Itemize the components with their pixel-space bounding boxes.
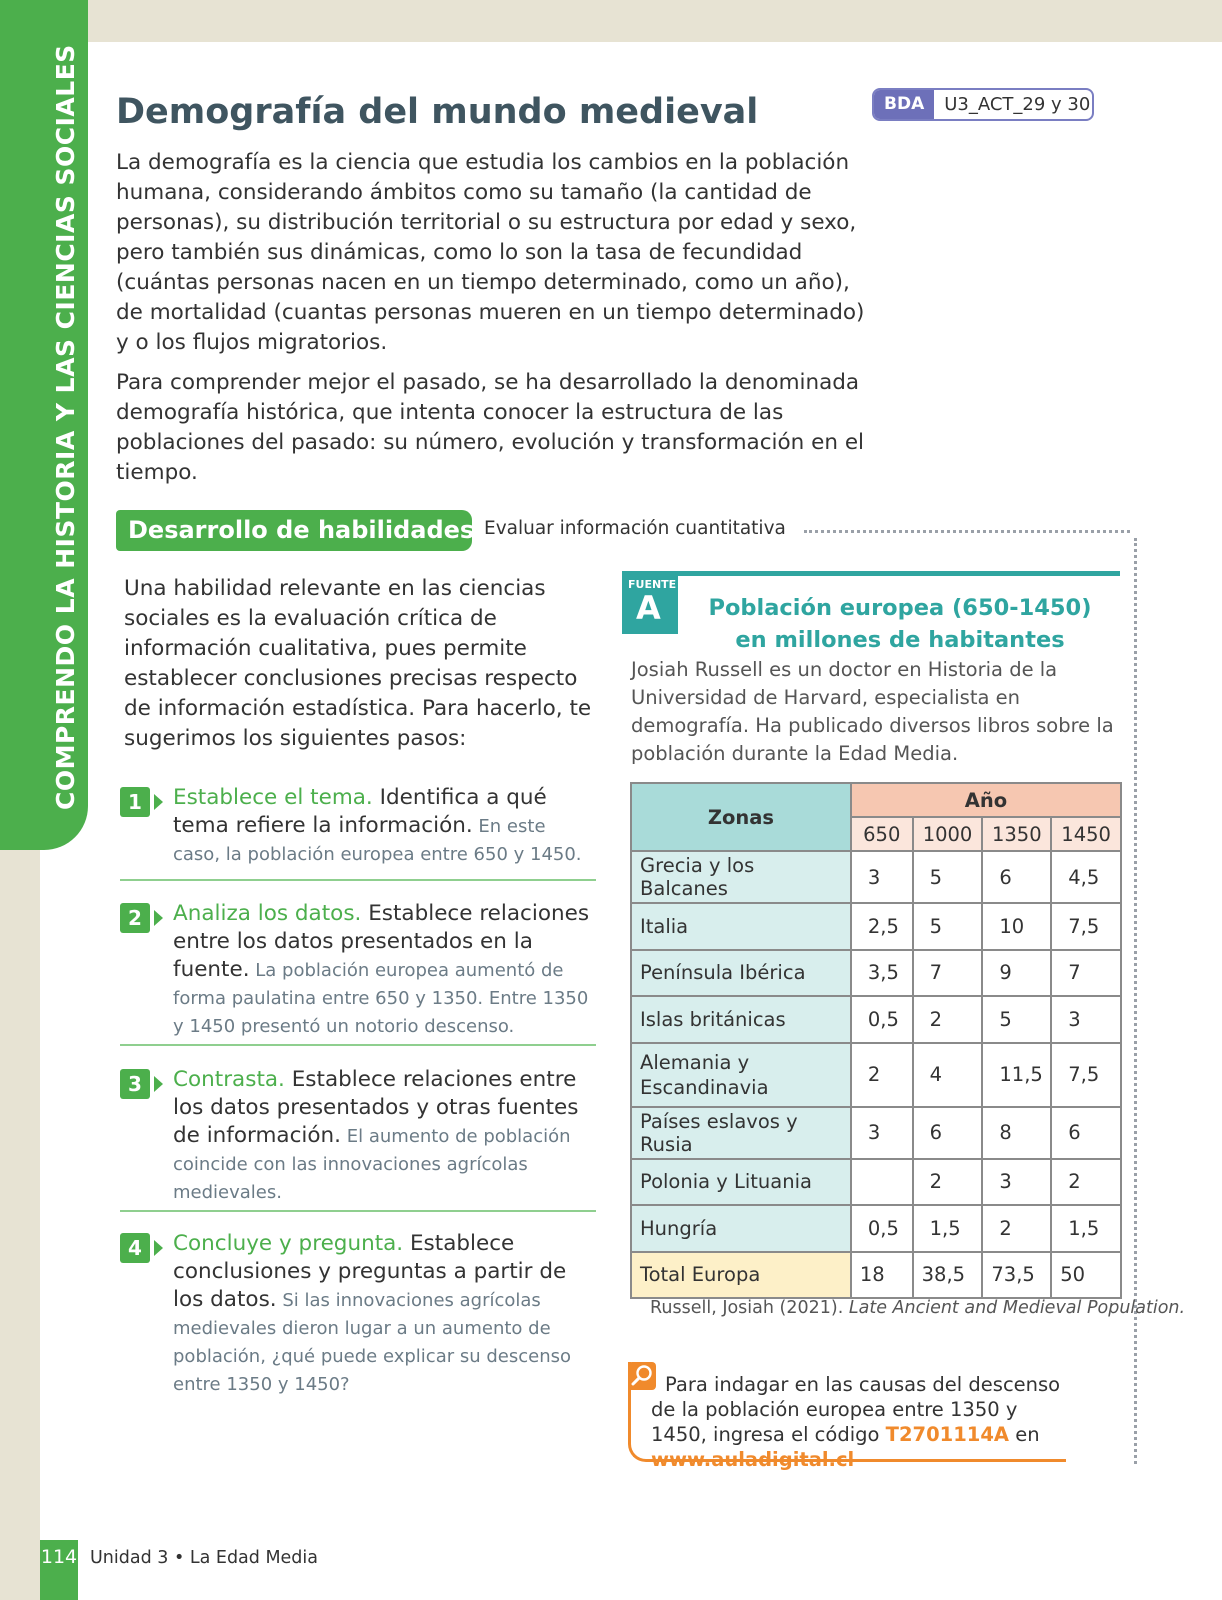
- value-cell: 3,5: [851, 950, 913, 997]
- source-label: FUENTE: [628, 578, 677, 591]
- value-cell: 1,5: [1051, 1205, 1121, 1252]
- source-description: Josiah Russell es un doctor en Historia de la Universidad de Harvard, especialista en demografía. Ha publicado diversos libros sobre la población durante la Edad Media.: [631, 658, 1114, 765]
- value-cell: 2: [851, 1043, 913, 1107]
- table-row: [631, 851, 1121, 903]
- step-2: [120, 900, 596, 1040]
- source-badge: [622, 572, 678, 634]
- page-number: 114: [40, 1546, 78, 1568]
- step-separator: [120, 879, 596, 881]
- value-cell: 6: [1051, 1107, 1121, 1159]
- value-cell: 3: [851, 1107, 913, 1159]
- zone-cell: Islas británicas: [631, 996, 851, 1043]
- value-cell: 5: [913, 903, 983, 950]
- step-title: Concluye y pregunta.: [173, 1231, 404, 1256]
- bda-tag: BDA: [874, 90, 934, 119]
- step-3: [120, 1066, 596, 1206]
- value-cell: 2,5: [851, 903, 913, 950]
- value-cell: 2: [982, 1205, 1051, 1252]
- table-row: [631, 1043, 1121, 1107]
- value-cell: 6: [982, 851, 1051, 903]
- section-side-label: COMPRENDO LA HISTORIA Y LAS CIENCIAS SOCIALES: [51, 44, 80, 810]
- arrow-icon: [154, 794, 163, 810]
- zone-cell: Polonia y Lituania: [631, 1159, 851, 1206]
- info-text: en: [1009, 1423, 1040, 1446]
- page-title: Demografía del mundo medieval: [116, 92, 759, 132]
- total-value: 18: [851, 1252, 913, 1299]
- step-text: Establece relaciones entre los datos presentados en la fuente.: [173, 901, 590, 982]
- step-text: Establece conclusiones y preguntas a partir de los datos.: [173, 1231, 567, 1312]
- info-box: [628, 1362, 1066, 1471]
- credit-title: Late Ancient and Medieval Population.: [848, 1298, 1186, 1318]
- step-1: [120, 784, 596, 868]
- arrow-icon: [154, 910, 163, 926]
- info-code: T2701114A: [885, 1423, 1010, 1446]
- value-cell: 6: [913, 1107, 983, 1159]
- step-number: 2: [120, 903, 150, 933]
- value-cell: 3: [851, 851, 913, 903]
- skills-subheading: Evaluar información cuantitativa: [484, 518, 786, 539]
- total-value: 50: [1051, 1252, 1121, 1299]
- value-cell: 4: [913, 1043, 983, 1107]
- step-example: En este caso, la población europea entre 650 y 1450.: [173, 816, 582, 865]
- source-title-line: en millones de habitantes: [735, 627, 1065, 653]
- zone-cell: Países eslavos y Rusia: [631, 1107, 851, 1159]
- value-cell: 4,5: [1051, 851, 1121, 903]
- value-cell: 9: [982, 950, 1051, 997]
- value-cell: 2: [1051, 1159, 1121, 1206]
- value-cell: 3: [1051, 996, 1121, 1043]
- step-example: El aumento de población coincide con las innovaciones agrícolas medievales.: [173, 1126, 571, 1203]
- year-cell: 1000: [913, 817, 983, 851]
- step-text: Identifica a qué tema refiere la información.: [173, 785, 547, 838]
- dotted-divider: [1134, 538, 1137, 1464]
- source-header-line: [622, 571, 1120, 576]
- step-example: La población europea aumentó de forma paulatina entre 650 y 1350. Entre 1350 y 1450 presentó un notorio descenso.: [173, 960, 589, 1037]
- intro-paragraph: La demografía es la ciencia que estudia los cambios en la población humana, considerando ámbitos como su tamaño (la cantidad de personas), su distribución territorial o su estructura por edad y sexo, pero también sus dinámicas, como lo son la tasa de fecundidad (cuántas personas nacen en un tiempo determinado, como un año), de mortalidad (cuantas personas mueren en un tiempo determinado) y o los flujos migratorios.: [116, 150, 865, 355]
- zones-header: Zonas: [631, 783, 851, 851]
- credit-author: Russell, Josiah (2021).: [650, 1298, 849, 1318]
- year-cell: 1450: [1051, 817, 1121, 851]
- year-cell: 650: [851, 817, 913, 851]
- step-4: [120, 1230, 596, 1398]
- skills-intro: Una habilidad relevante en las ciencias sociales es la evaluación crítica de información cualitativa, pues permite establecer conclusiones precisas respecto de información estadística. Para hacerlo, te sugerimos los siguientes pasos:: [124, 576, 592, 751]
- value-cell: 2: [913, 996, 983, 1043]
- arrow-icon: [154, 1076, 163, 1092]
- zone-cell: Italia: [631, 903, 851, 950]
- value-cell: 7,5: [1051, 903, 1121, 950]
- step-text: Establece relaciones entre los datos presentados y otras fuentes de información.: [173, 1067, 579, 1148]
- skills-heading: Desarrollo de habilidades: [116, 510, 472, 551]
- value-cell: 7,5: [1051, 1043, 1121, 1107]
- value-cell: 2: [913, 1159, 983, 1206]
- bda-badge: [872, 88, 1094, 121]
- value-cell: 0,5: [851, 996, 913, 1043]
- population-table: [630, 782, 1122, 1299]
- step-title: Establece el tema.: [173, 785, 373, 810]
- source-credit: [650, 1298, 1185, 1318]
- step-title: Analiza los datos.: [173, 901, 362, 926]
- value-cell: 7: [1051, 950, 1121, 997]
- zone-cell: Alemania y Escandinavia: [631, 1043, 851, 1107]
- step-number: 3: [120, 1069, 150, 1099]
- dotted-divider: [804, 530, 1130, 533]
- year-cell: 1350: [982, 817, 1051, 851]
- source-letter: A: [636, 589, 661, 627]
- step-title: Contrasta.: [173, 1067, 285, 1092]
- info-text: Para indagar en las causas del descenso de la población europea entre 1350 y 1450, ingresa el código: [651, 1373, 1061, 1446]
- table-row: [631, 996, 1121, 1043]
- total-value: 38,5: [913, 1252, 983, 1299]
- total-label: Total Europa: [631, 1252, 851, 1299]
- value-cell: 3: [982, 1159, 1051, 1206]
- table-row: [631, 950, 1121, 997]
- value-cell: 1,5: [913, 1205, 983, 1252]
- zone-cell: Hungría: [631, 1205, 851, 1252]
- value-cell: [851, 1159, 913, 1206]
- table-row: [631, 1159, 1121, 1206]
- skills-intro-block: [124, 574, 594, 754]
- total-value: 73,5: [982, 1252, 1051, 1299]
- info-link[interactable]: www.auladigital.cl: [651, 1448, 855, 1471]
- zone-cell: Península Ibérica: [631, 950, 851, 997]
- source-title: [690, 592, 1110, 656]
- step-example: Si las innovaciones agrícolas medievales dieron lugar a un aumento de población, ¿qué puede explicar su descenso entre 1350 y 1450?: [173, 1290, 572, 1395]
- table-row: [631, 903, 1121, 950]
- value-cell: 10: [982, 903, 1051, 950]
- year-header: Año: [851, 783, 1121, 817]
- intro-paragraph: Para comprender mejor el pasado, se ha desarrollado la denominada demografía histórica, que intenta conocer la estructura de las poblaciones del pasado: su número, evolución y transformación en el tiempo.: [116, 370, 865, 485]
- source-title-line: Población europea (650-1450): [708, 595, 1092, 621]
- value-cell: 0,5: [851, 1205, 913, 1252]
- table-row: [631, 1107, 1121, 1159]
- bda-code: U3_ACT_29 y 30: [944, 94, 1091, 115]
- step-number: 1: [120, 787, 150, 817]
- step-number: 4: [120, 1233, 150, 1263]
- step-separator: [120, 1210, 596, 1212]
- step-separator: [120, 1044, 596, 1046]
- value-cell: 5: [982, 996, 1051, 1043]
- value-cell: 8: [982, 1107, 1051, 1159]
- unit-label: Unidad 3 • La Edad Media: [90, 1548, 319, 1568]
- arrow-icon: [154, 1240, 163, 1256]
- zone-cell: Grecia y los Balcanes: [631, 851, 851, 903]
- value-cell: 11,5: [982, 1043, 1051, 1107]
- value-cell: 7: [913, 950, 983, 997]
- table-row: [631, 1205, 1121, 1252]
- intro-text: [116, 148, 876, 498]
- value-cell: 5: [913, 851, 983, 903]
- top-band: [0, 0, 1222, 42]
- total-row: [631, 1252, 1121, 1299]
